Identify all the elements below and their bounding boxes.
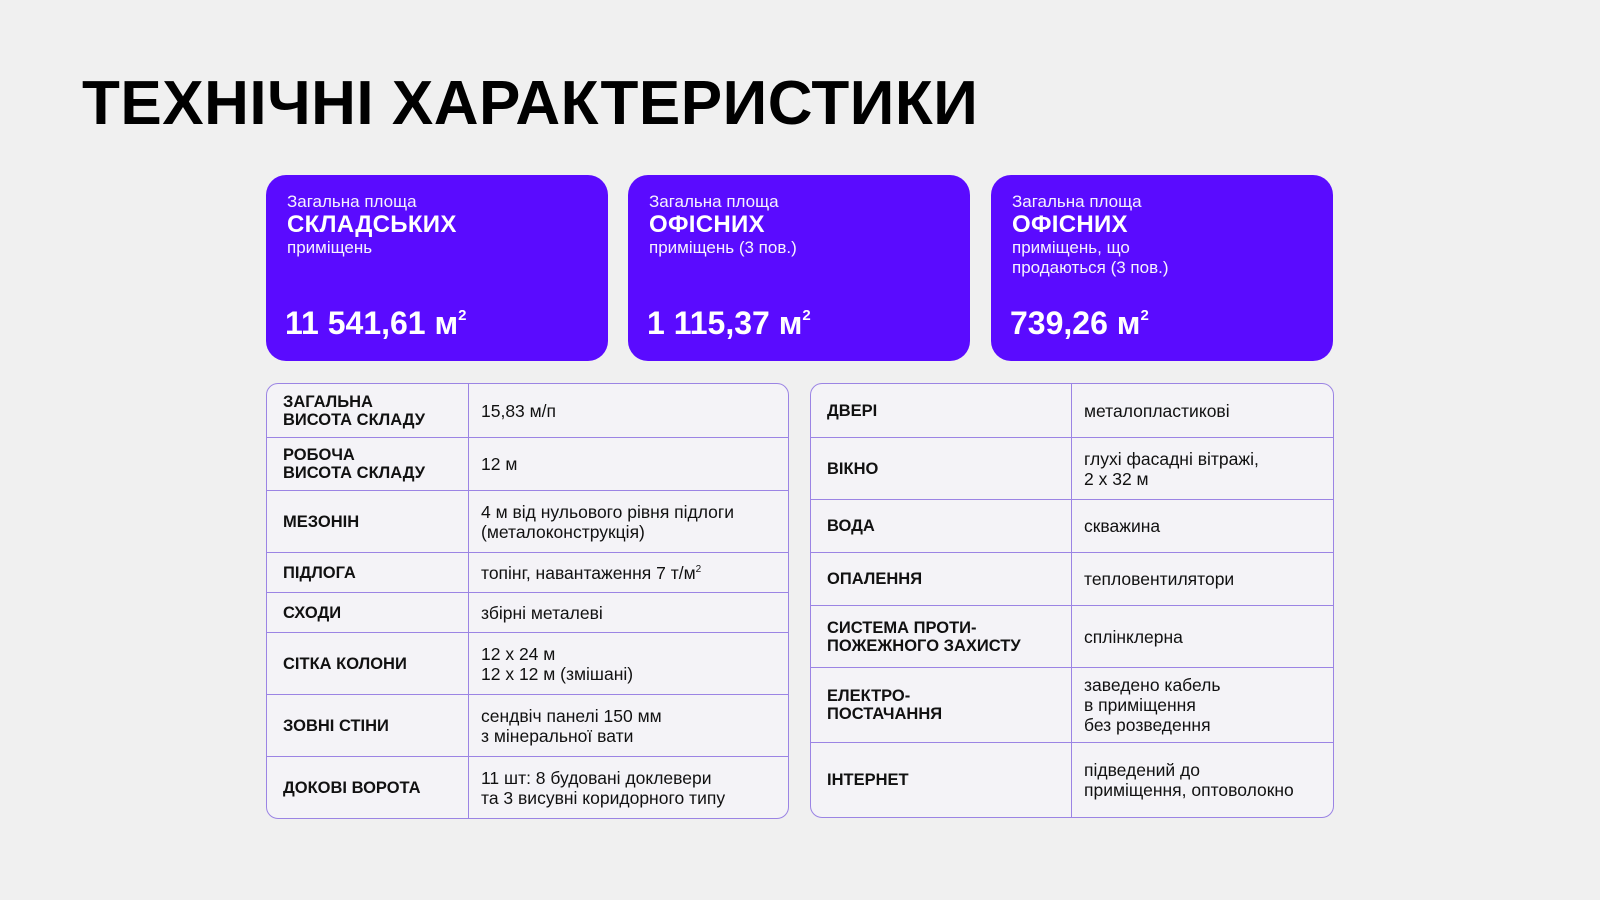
table-row (267, 384, 788, 437)
spec-value: 12 м (481, 454, 518, 474)
table-row (267, 490, 788, 552)
card-caption: Загальна площа (287, 192, 417, 211)
spec-value: 11 шт: 8 будовані доклевери та 3 висувні коридорного типу (481, 767, 726, 808)
office-area-card (628, 175, 970, 361)
spec-value: підведений до приміщення, оптоволокно (1084, 760, 1294, 800)
card-area-value: 11 541,61 $м^2$ (285, 305, 467, 341)
spec-label: ЗАГАЛЬНА ВИСОТА СКЛАДУ (267, 384, 469, 437)
card-subcaption: приміщень, що продаються (3 пов.) (1012, 238, 1169, 277)
spec-label: РОБОЧА ВИСОТА СКЛАДУ (267, 438, 469, 490)
spec-value: 12 х 24 м 12 х 12 м (змішані) (481, 643, 634, 684)
spec-value: 15,83 м/п (481, 400, 557, 421)
spec-label: ВОДА (811, 500, 1072, 552)
spec-label: ІНТЕРНЕТ (811, 743, 1072, 817)
spec-label: СІТКА КОЛОНИ (267, 633, 469, 694)
card-heading: СКЛАДСЬКИХ (287, 211, 457, 238)
table-row (811, 605, 1333, 667)
spec-label: ВІКНО (811, 438, 1072, 499)
spec-value: топінг, навантаження 7 т/м $^2$ (481, 562, 702, 583)
table-row (811, 384, 1333, 437)
spec-label: ЗОВНІ СТІНИ (267, 695, 469, 756)
table-row (811, 667, 1333, 742)
table-row (811, 499, 1333, 552)
spec-label: ПІДЛОГА (267, 553, 469, 592)
spec-value: скважина (1084, 516, 1161, 536)
card-heading: ОФІСНИХ (1012, 211, 1128, 238)
spec-value: збірні металеві (481, 602, 603, 623)
table-row (267, 552, 788, 592)
spec-value: сплінклерна (1084, 626, 1183, 647)
table-row (267, 632, 788, 694)
spec-value: сендвіч панелі 150 мм з мінеральної вати (481, 705, 662, 746)
spec-label: ДВЕРІ (811, 384, 1072, 437)
table-row (267, 592, 788, 632)
spec-label: СИСТЕМА ПРОТИ- ПОЖЕЖНОГО ЗАХИСТУ (811, 606, 1072, 667)
spec-label: ЕЛЕКТРО- ПОСТАЧАННЯ (811, 668, 1072, 742)
spec-value: заведено кабель в приміщення без розведення (1084, 675, 1221, 735)
spec-value: металопластикові (1084, 400, 1230, 421)
office-for-sale-area-card (991, 175, 1333, 361)
page-title: ТЕХНІЧНІ ХАРАКТЕРИСТИКИ (82, 69, 979, 138)
spec-label: МЕЗОНІН (267, 491, 469, 552)
spec-value: глухі фасадні вітражі, 2 х 32 м (1084, 448, 1259, 489)
table-row (811, 437, 1333, 499)
table-row (267, 756, 788, 818)
card-heading: ОФІСНИХ (649, 211, 765, 238)
spec-value: тепловентилятори (1084, 569, 1235, 589)
spec-label: СХОДИ (267, 593, 469, 632)
spec-label: ДОКОВІ ВОРОТА (267, 757, 469, 818)
warehouse-area-card (266, 175, 608, 361)
table-row (811, 742, 1333, 817)
table-row (267, 694, 788, 756)
spec-label: ОПАЛЕННЯ (811, 553, 1072, 605)
card-caption: Загальна площа (649, 192, 779, 211)
table-row (811, 552, 1333, 605)
warehouse-specs-table (266, 383, 789, 819)
card-subcaption: приміщень (3 пов.) (649, 238, 797, 257)
card-area-value: 1 115,37 $м^2$ (647, 305, 811, 341)
spec-value: 4 м від нульового рівня підлоги (металоконструкція) (481, 501, 735, 542)
table-row (267, 437, 788, 490)
building-specs-table (810, 383, 1334, 818)
card-caption: Загальна площа (1012, 192, 1142, 211)
card-area-value: 739,26 $м^2$ (1010, 305, 1149, 341)
card-subcaption: приміщень (287, 238, 373, 257)
